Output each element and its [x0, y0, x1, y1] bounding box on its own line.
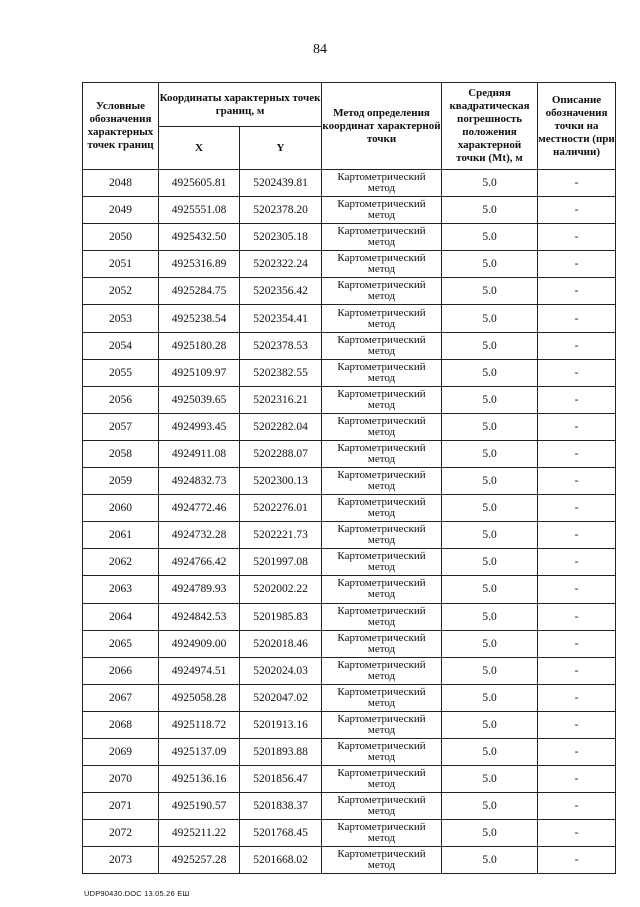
method-line-2: метод: [367, 425, 396, 438]
method-line-1: Картометрический: [337, 496, 426, 509]
method-cell: [322, 170, 442, 197]
point-number-cell: 2051: [83, 251, 159, 278]
method-line-1: Картометрический: [337, 740, 426, 753]
accuracy-cell: 5.0: [442, 305, 538, 332]
y-coordinate-cell: 5202047.02: [240, 684, 322, 711]
point-number-cell: 2054: [83, 332, 159, 359]
description-cell: -: [538, 738, 616, 765]
point-number-cell: 2067: [83, 684, 159, 711]
table-row: [83, 549, 616, 576]
method-line-1: Картометрический: [337, 387, 426, 400]
method-cell: [322, 711, 442, 738]
point-number-cell: 2052: [83, 278, 159, 305]
point-number-cell: 2055: [83, 359, 159, 386]
description-cell: -: [538, 251, 616, 278]
table-row: [83, 278, 616, 305]
method-line-1: Картометрический: [337, 848, 426, 861]
point-number-cell: 2049: [83, 197, 159, 224]
point-number-cell: 2068: [83, 711, 159, 738]
method-line-2: метод: [367, 723, 396, 736]
method-cell: [322, 251, 442, 278]
point-number-cell: 2064: [83, 603, 159, 630]
method-cell: [322, 820, 442, 847]
x-coordinate-cell: 4925039.65: [159, 386, 240, 413]
x-coordinate-cell: 4925180.28: [159, 332, 240, 359]
point-number-cell: 2063: [83, 576, 159, 603]
method-line-1: Картометрический: [337, 198, 426, 211]
method-line-2: метод: [367, 263, 396, 276]
x-coordinate-cell: 4924732.28: [159, 522, 240, 549]
method-cell: [322, 413, 442, 440]
method-line-1: Картометрический: [337, 712, 426, 725]
method-line-2: метод: [367, 209, 396, 222]
method-cell: [322, 576, 442, 603]
accuracy-cell: 5.0: [442, 495, 538, 522]
description-cell: -: [538, 197, 616, 224]
method-line-2: метод: [367, 832, 396, 845]
description-cell: -: [538, 793, 616, 820]
method-line-2: метод: [367, 452, 396, 465]
accuracy-cell: 5.0: [442, 603, 538, 630]
method-line-2: метод: [367, 642, 396, 655]
x-coordinate-cell: 4925109.97: [159, 359, 240, 386]
method-line-1: Картометрический: [337, 658, 426, 671]
method-cell: [322, 603, 442, 630]
accuracy-cell: 5.0: [442, 359, 538, 386]
accuracy-cell: 5.0: [442, 386, 538, 413]
x-coordinate-cell: 4925137.09: [159, 738, 240, 765]
method-line-1: Картометрический: [337, 604, 426, 617]
method-cell: [322, 224, 442, 251]
y-coordinate-cell: 5201838.37: [240, 793, 322, 820]
accuracy-cell: 5.0: [442, 793, 538, 820]
method-line-2: метод: [367, 371, 396, 384]
description-cell: -: [538, 603, 616, 630]
description-cell: -: [538, 684, 616, 711]
x-coordinate-cell: 4924911.08: [159, 440, 240, 467]
method-line-2: метод: [367, 236, 396, 249]
table-row: [83, 711, 616, 738]
method-line-1: Картометрический: [337, 171, 426, 184]
accuracy-cell: 5.0: [442, 522, 538, 549]
method-line-2: метод: [367, 507, 396, 520]
table-row: [83, 576, 616, 603]
method-line-1: Картометрический: [337, 252, 426, 265]
method-cell: [322, 847, 442, 874]
description-cell: -: [538, 820, 616, 847]
description-cell: -: [538, 440, 616, 467]
x-coordinate-cell: 4925190.57: [159, 793, 240, 820]
accuracy-cell: 5.0: [442, 224, 538, 251]
method-cell: [322, 386, 442, 413]
point-number-cell: 2071: [83, 793, 159, 820]
method-line-1: Картометрический: [337, 550, 426, 563]
description-cell: -: [538, 359, 616, 386]
method-line-1: Картометрический: [337, 577, 426, 590]
method-cell: [322, 468, 442, 495]
header-point-designation: Условные обозначения характерных точек границ: [83, 83, 159, 170]
method-line-2: метод: [367, 615, 396, 628]
method-cell: [322, 332, 442, 359]
point-number-cell: 2060: [83, 495, 159, 522]
method-line-2: метод: [367, 182, 396, 195]
accuracy-cell: 5.0: [442, 684, 538, 711]
description-cell: -: [538, 305, 616, 332]
point-number-cell: 2073: [83, 847, 159, 874]
description-cell: -: [538, 332, 616, 359]
accuracy-cell: 5.0: [442, 440, 538, 467]
method-cell: [322, 495, 442, 522]
header-y: Y: [240, 127, 322, 170]
table-row: [83, 630, 616, 657]
y-coordinate-cell: 5201997.08: [240, 549, 322, 576]
point-number-cell: 2070: [83, 766, 159, 793]
table-row: [83, 170, 616, 197]
accuracy-cell: 5.0: [442, 549, 538, 576]
description-cell: -: [538, 576, 616, 603]
table-header: [83, 83, 616, 170]
y-coordinate-cell: 5202316.21: [240, 386, 322, 413]
accuracy-cell: 5.0: [442, 251, 538, 278]
method-line-1: Картометрический: [337, 225, 426, 238]
accuracy-cell: 5.0: [442, 820, 538, 847]
method-line-2: метод: [367, 778, 396, 791]
point-number-cell: 2066: [83, 657, 159, 684]
description-cell: -: [538, 468, 616, 495]
method-line-2: метод: [367, 480, 396, 493]
y-coordinate-cell: 5202282.04: [240, 413, 322, 440]
y-coordinate-cell: 5202288.07: [240, 440, 322, 467]
method-cell: [322, 359, 442, 386]
description-cell: -: [538, 522, 616, 549]
table-row: [83, 440, 616, 467]
y-coordinate-cell: 5202356.42: [240, 278, 322, 305]
table-row: [83, 603, 616, 630]
accuracy-cell: 5.0: [442, 576, 538, 603]
table-row: [83, 684, 616, 711]
y-coordinate-cell: 5201856.47: [240, 766, 322, 793]
x-coordinate-cell: 4925605.81: [159, 170, 240, 197]
method-cell: [322, 738, 442, 765]
accuracy-cell: 5.0: [442, 278, 538, 305]
x-coordinate-cell: 4924832.73: [159, 468, 240, 495]
accuracy-cell: 5.0: [442, 468, 538, 495]
y-coordinate-cell: 5202276.01: [240, 495, 322, 522]
x-coordinate-cell: 4925211.22: [159, 820, 240, 847]
method-line-2: метод: [367, 588, 396, 601]
method-line-2: метод: [367, 561, 396, 574]
method-line-1: Картометрический: [337, 333, 426, 346]
description-cell: -: [538, 495, 616, 522]
method-line-2: метод: [367, 696, 396, 709]
method-cell: [322, 630, 442, 657]
description-cell: -: [538, 847, 616, 874]
method-line-1: Картометрический: [337, 631, 426, 644]
method-line-1: Картометрический: [337, 685, 426, 698]
table-row: [83, 386, 616, 413]
method-line-1: Картометрический: [337, 821, 426, 834]
accuracy-cell: 5.0: [442, 766, 538, 793]
accuracy-cell: 5.0: [442, 170, 538, 197]
x-coordinate-cell: 4925118.72: [159, 711, 240, 738]
method-line-1: Картометрический: [337, 414, 426, 427]
method-cell: [322, 278, 442, 305]
method-cell: [322, 766, 442, 793]
y-coordinate-cell: 5202002.22: [240, 576, 322, 603]
method-line-1: Картометрический: [337, 441, 426, 454]
y-coordinate-cell: 5201893.88: [240, 738, 322, 765]
method-line-2: метод: [367, 317, 396, 330]
point-number-cell: 2050: [83, 224, 159, 251]
y-coordinate-cell: 5202378.20: [240, 197, 322, 224]
method-line-2: метод: [367, 805, 396, 818]
header-description: Описание обозначения точки на местности (при наличии): [538, 83, 616, 170]
point-number-cell: 2059: [83, 468, 159, 495]
method-cell: [322, 657, 442, 684]
x-coordinate-cell: 4924789.93: [159, 576, 240, 603]
table-row: [83, 847, 616, 874]
table-row: [83, 305, 616, 332]
method-line-2: метод: [367, 859, 396, 872]
description-cell: -: [538, 630, 616, 657]
method-line-1: Картометрический: [337, 306, 426, 319]
method-line-1: Картометрический: [337, 767, 426, 780]
table-row: [83, 251, 616, 278]
method-line-2: метод: [367, 534, 396, 547]
x-coordinate-cell: 4925551.08: [159, 197, 240, 224]
table-row: [83, 738, 616, 765]
x-coordinate-cell: 4925238.54: [159, 305, 240, 332]
y-coordinate-cell: 5202439.81: [240, 170, 322, 197]
point-number-cell: 2056: [83, 386, 159, 413]
table-row: [83, 766, 616, 793]
x-coordinate-cell: 4925316.89: [159, 251, 240, 278]
table-row: [83, 468, 616, 495]
point-number-cell: 2069: [83, 738, 159, 765]
x-coordinate-cell: 4924772.46: [159, 495, 240, 522]
method-line-2: метод: [367, 344, 396, 357]
header-accuracy: Средняя квадратическая погрешность положения характерной точки (Mt), м: [442, 83, 538, 170]
accuracy-cell: 5.0: [442, 711, 538, 738]
x-coordinate-cell: 4924766.42: [159, 549, 240, 576]
table-row: [83, 224, 616, 251]
method-line-1: Картометрический: [337, 794, 426, 807]
method-cell: [322, 793, 442, 820]
table-row: [83, 657, 616, 684]
method-line-2: метод: [367, 669, 396, 682]
point-number-cell: 2065: [83, 630, 159, 657]
y-coordinate-cell: 5202300.13: [240, 468, 322, 495]
y-coordinate-cell: 5202354.41: [240, 305, 322, 332]
document-footer: UDP90430.DOC 13.05.26 ЕШ: [84, 889, 190, 898]
description-cell: -: [538, 657, 616, 684]
description-cell: -: [538, 711, 616, 738]
y-coordinate-cell: 5202322.24: [240, 251, 322, 278]
method-cell: [322, 522, 442, 549]
page-number: 84: [313, 42, 327, 57]
y-coordinate-cell: 5202018.46: [240, 630, 322, 657]
method-line-1: Картометрический: [337, 360, 426, 373]
accuracy-cell: 5.0: [442, 332, 538, 359]
y-coordinate-cell: 5201913.16: [240, 711, 322, 738]
method-cell: [322, 684, 442, 711]
description-cell: -: [538, 413, 616, 440]
table-row: [83, 197, 616, 224]
description-cell: -: [538, 386, 616, 413]
method-line-1: Картометрический: [337, 523, 426, 536]
table-row: [83, 359, 616, 386]
y-coordinate-cell: 5201668.02: [240, 847, 322, 874]
table-row: [83, 332, 616, 359]
y-coordinate-cell: 5202024.03: [240, 657, 322, 684]
y-coordinate-cell: 5202382.55: [240, 359, 322, 386]
y-coordinate-cell: 5202221.73: [240, 522, 322, 549]
y-coordinate-cell: 5201768.45: [240, 820, 322, 847]
description-cell: -: [538, 766, 616, 793]
accuracy-cell: 5.0: [442, 738, 538, 765]
x-coordinate-cell: 4924974.51: [159, 657, 240, 684]
description-cell: -: [538, 224, 616, 251]
header-x: X: [159, 127, 240, 170]
method-line-2: метод: [367, 290, 396, 303]
point-number-cell: 2062: [83, 549, 159, 576]
accuracy-cell: 5.0: [442, 630, 538, 657]
boundary-points-table: [82, 82, 616, 874]
header-method: Метод определения координат характерной точки: [322, 83, 442, 170]
description-cell: -: [538, 549, 616, 576]
point-number-cell: 2048: [83, 170, 159, 197]
x-coordinate-cell: 4925284.75: [159, 278, 240, 305]
method-cell: [322, 549, 442, 576]
x-coordinate-cell: 4924909.00: [159, 630, 240, 657]
method-cell: [322, 440, 442, 467]
table-row: [83, 522, 616, 549]
y-coordinate-cell: 5202305.18: [240, 224, 322, 251]
y-coordinate-cell: 5201985.83: [240, 603, 322, 630]
accuracy-cell: 5.0: [442, 847, 538, 874]
accuracy-cell: 5.0: [442, 657, 538, 684]
accuracy-cell: 5.0: [442, 197, 538, 224]
method-line-1: Картометрический: [337, 469, 426, 482]
description-cell: -: [538, 278, 616, 305]
method-line-1: Картометрический: [337, 279, 426, 292]
point-number-cell: 2058: [83, 440, 159, 467]
method-cell: [322, 197, 442, 224]
x-coordinate-cell: 4925432.50: [159, 224, 240, 251]
x-coordinate-cell: 4925257.28: [159, 847, 240, 874]
accuracy-cell: 5.0: [442, 413, 538, 440]
header-coordinates: Координаты характерных точек границ, м: [159, 83, 322, 127]
point-number-cell: 2061: [83, 522, 159, 549]
method-cell: [322, 305, 442, 332]
table-row: [83, 820, 616, 847]
point-number-cell: 2057: [83, 413, 159, 440]
y-coordinate-cell: 5202378.53: [240, 332, 322, 359]
table-row: [83, 495, 616, 522]
method-line-2: метод: [367, 398, 396, 411]
point-number-cell: 2053: [83, 305, 159, 332]
point-number-cell: 2072: [83, 820, 159, 847]
x-coordinate-cell: 4924842.53: [159, 603, 240, 630]
table-body: [83, 170, 616, 874]
table-row: [83, 413, 616, 440]
x-coordinate-cell: 4925136.16: [159, 766, 240, 793]
x-coordinate-cell: 4925058.28: [159, 684, 240, 711]
table-row: [83, 793, 616, 820]
x-coordinate-cell: 4924993.45: [159, 413, 240, 440]
method-line-2: метод: [367, 751, 396, 764]
description-cell: -: [538, 170, 616, 197]
